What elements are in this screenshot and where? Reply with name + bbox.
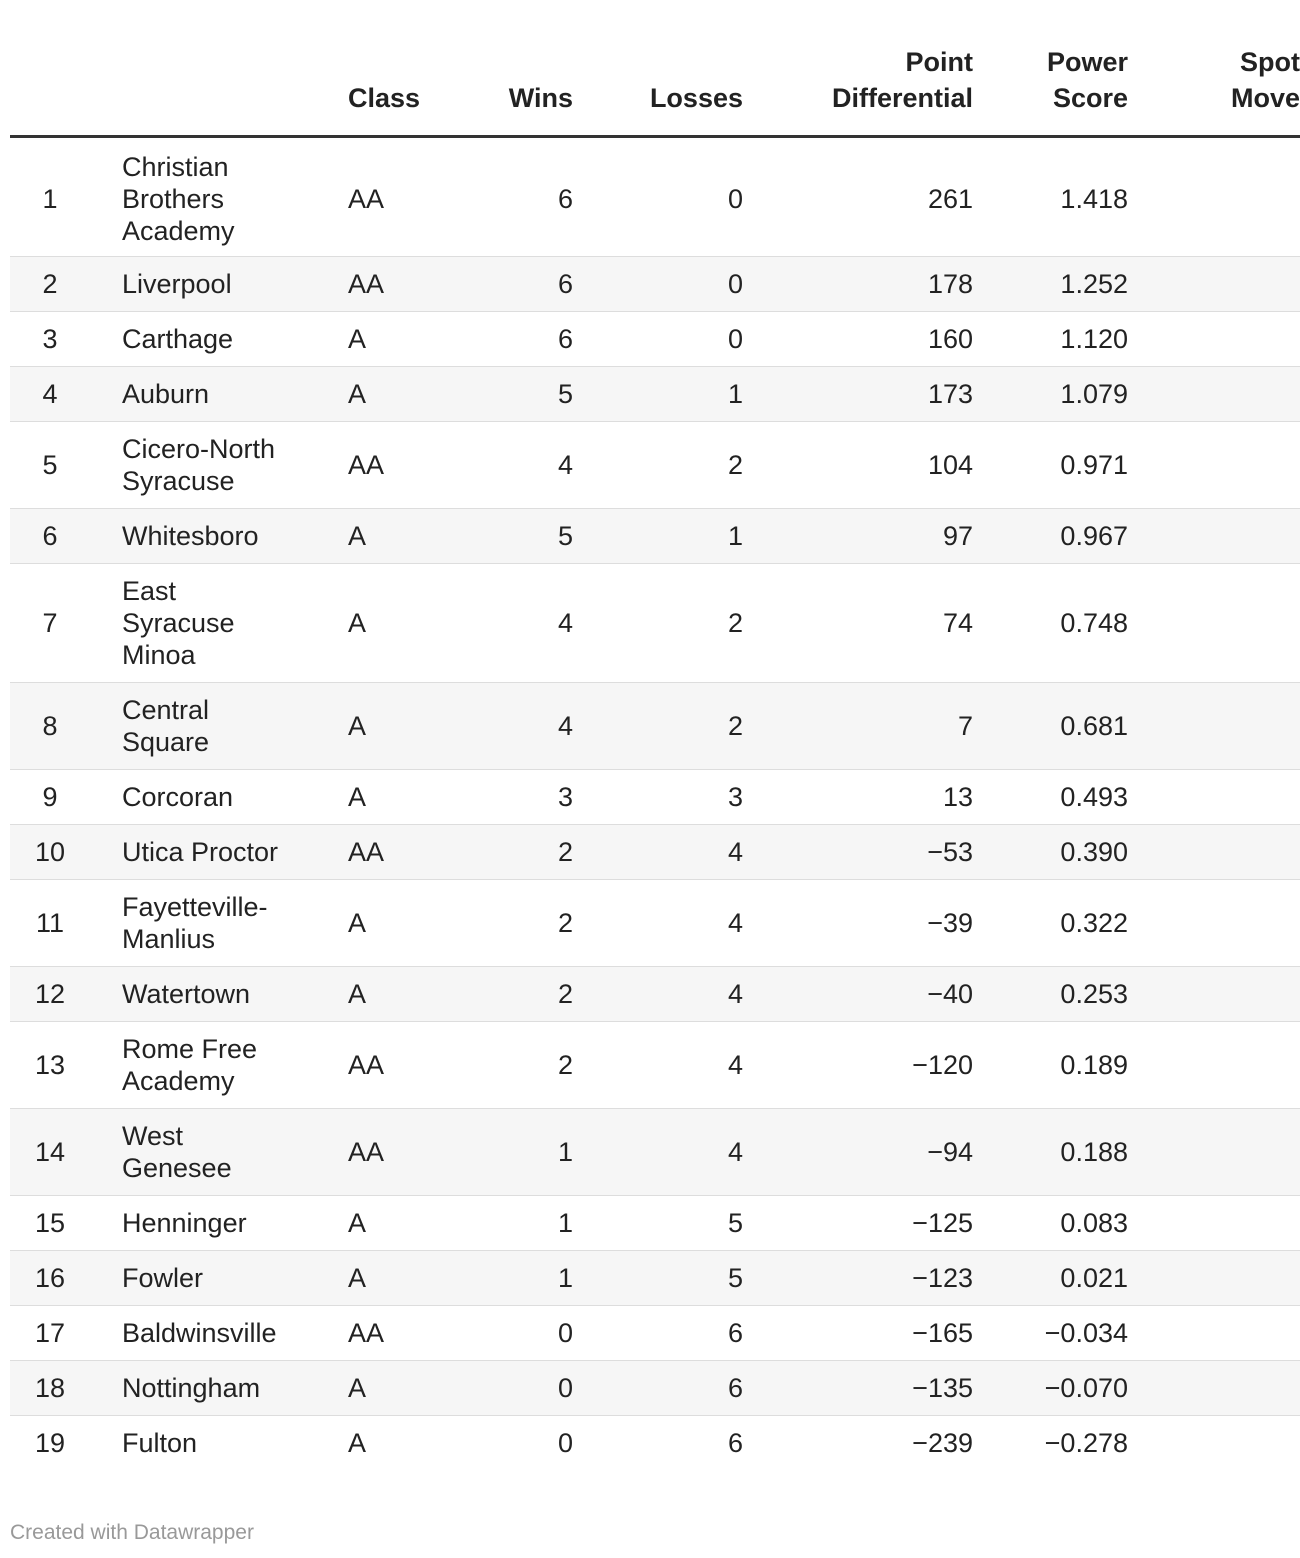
datawrapper-credit[interactable]: Created with Datawrapper bbox=[10, 1521, 254, 1544]
cell-point-differential: −53 bbox=[745, 825, 975, 880]
cell-rank: 13 bbox=[10, 1022, 90, 1109]
cell-rank: 1 bbox=[10, 137, 90, 257]
cell-point-differential: 173 bbox=[745, 367, 975, 422]
header-power-score-line1: Power bbox=[1046, 47, 1128, 77]
cell-class: A bbox=[320, 1196, 450, 1251]
cell-power-score: 0.681 bbox=[975, 683, 1130, 770]
cell-power-score: 0.390 bbox=[975, 825, 1130, 880]
power-rankings-table-wrapper bbox=[10, 0, 1300, 1470]
cell-power-score: 1.079 bbox=[975, 367, 1130, 422]
table-row bbox=[10, 1196, 1300, 1251]
cell-point-differential: 160 bbox=[745, 312, 975, 367]
cell-power-score: −0.070 bbox=[975, 1361, 1130, 1416]
cell-rank: 10 bbox=[10, 825, 90, 880]
cell-losses: 5 bbox=[575, 1251, 745, 1306]
cell-losses: 4 bbox=[575, 1109, 745, 1196]
table-row bbox=[10, 1416, 1300, 1471]
cell-point-differential: 104 bbox=[745, 422, 975, 509]
cell-losses: 4 bbox=[575, 967, 745, 1022]
table-row bbox=[10, 825, 1300, 880]
cell-rank: 18 bbox=[10, 1361, 90, 1416]
table-row bbox=[10, 1306, 1300, 1361]
header-team[interactable] bbox=[90, 0, 320, 137]
header-class[interactable]: Class bbox=[320, 0, 450, 137]
cell-power-score: −0.278 bbox=[1044, 1428, 1128, 1458]
cell-losses: 1 bbox=[575, 367, 745, 422]
cell-point-differential: −39 bbox=[745, 880, 975, 967]
cell-losses: 0 bbox=[575, 312, 745, 367]
cell-class: AA bbox=[320, 257, 450, 312]
table-row bbox=[10, 1361, 1300, 1416]
cell-losses: 6 bbox=[727, 1428, 743, 1458]
header-point-differential[interactable] bbox=[745, 0, 975, 137]
cell-class: AA bbox=[320, 825, 450, 880]
cell-wins: 6 bbox=[450, 137, 575, 257]
cell-class: AA bbox=[320, 1022, 450, 1109]
cell-class: A bbox=[320, 564, 450, 683]
table-row bbox=[10, 1022, 1300, 1109]
table-row bbox=[10, 137, 1300, 257]
cell-point-differential: −135 bbox=[745, 1361, 975, 1416]
cell-spot-move bbox=[1130, 1306, 1300, 1361]
cell-point-differential: −123 bbox=[745, 1251, 975, 1306]
cell-spot-move bbox=[1130, 422, 1300, 509]
cell-rank: 12 bbox=[10, 967, 90, 1022]
cell-rank: 7 bbox=[10, 564, 90, 683]
cell-rank: 3 bbox=[10, 312, 90, 367]
table-row bbox=[10, 509, 1300, 564]
cell-team: Corcoran bbox=[90, 770, 320, 825]
table-row bbox=[10, 770, 1300, 825]
cell-wins: 5 bbox=[450, 367, 575, 422]
cell-class: A bbox=[320, 770, 450, 825]
cell-team: Central Square bbox=[90, 683, 320, 770]
cell-team: Utica Proctor bbox=[90, 825, 320, 880]
cell-class: A bbox=[320, 1251, 450, 1306]
cell-team: Christian Brothers Academy bbox=[90, 137, 320, 257]
cell-wins: 2 bbox=[450, 967, 575, 1022]
header-spot-move-line2: Move bbox=[1230, 83, 1300, 113]
cell-team: Liverpool bbox=[90, 257, 320, 312]
cell-spot-move bbox=[1130, 825, 1300, 880]
cell-team: Whitesboro bbox=[90, 509, 320, 564]
cell-team: Fowler bbox=[90, 1251, 320, 1306]
table-row bbox=[10, 1251, 1300, 1306]
cell-wins: 0 bbox=[450, 1361, 575, 1416]
cell-class: A bbox=[320, 1361, 450, 1416]
cell-team: West Genesee bbox=[90, 1109, 320, 1196]
cell-wins: 2 bbox=[450, 1022, 575, 1109]
cell-rank: 6 bbox=[10, 509, 90, 564]
cell-power-score: 0.189 bbox=[975, 1022, 1130, 1109]
cell-spot-move bbox=[1130, 880, 1300, 967]
header-spot-move[interactable] bbox=[1130, 0, 1300, 137]
cell-team: Watertown bbox=[90, 967, 320, 1022]
header-point-differential-line1: Point bbox=[905, 47, 973, 77]
cell-power-score: 1.120 bbox=[975, 312, 1130, 367]
cell-wins: 6 bbox=[450, 257, 575, 312]
header-losses[interactable]: Losses bbox=[575, 0, 745, 137]
cell-rank: 17 bbox=[10, 1306, 90, 1361]
cell-power-score: 0.493 bbox=[975, 770, 1130, 825]
cell-spot-move bbox=[1130, 564, 1300, 683]
header-rank[interactable] bbox=[10, 0, 90, 137]
cell-losses: 4 bbox=[575, 825, 745, 880]
cell-wins: 2 bbox=[450, 825, 575, 880]
cell-class: AA bbox=[320, 1109, 450, 1196]
cell-wins: 4 bbox=[450, 564, 575, 683]
cell-spot-move bbox=[1130, 1022, 1300, 1109]
cell-team: Cicero-North Syracuse bbox=[90, 422, 320, 509]
cell-spot-move bbox=[1130, 1251, 1300, 1306]
cell-losses: 2 bbox=[575, 683, 745, 770]
table-row bbox=[10, 564, 1300, 683]
cell-power-score: −0.034 bbox=[975, 1306, 1130, 1361]
cell-team: Fayetteville-Manlius bbox=[90, 880, 320, 967]
cell-point-differential: −165 bbox=[745, 1306, 975, 1361]
cell-rank: 19 bbox=[34, 1428, 66, 1458]
cell-class: A bbox=[348, 1428, 367, 1458]
cell-point-differential: 261 bbox=[745, 137, 975, 257]
cell-losses: 2 bbox=[575, 564, 745, 683]
cell-class: A bbox=[320, 367, 450, 422]
cell-spot-move bbox=[1130, 1416, 1300, 1471]
cell-class: A bbox=[320, 509, 450, 564]
cell-spot-move bbox=[1130, 367, 1300, 422]
cell-power-score: 0.021 bbox=[975, 1251, 1130, 1306]
cell-point-differential: −239 bbox=[912, 1428, 973, 1458]
cell-losses: 1 bbox=[575, 509, 745, 564]
cell-rank: 15 bbox=[10, 1196, 90, 1251]
cell-power-score: 0.083 bbox=[975, 1196, 1130, 1251]
table-row bbox=[10, 367, 1300, 422]
cell-class: A bbox=[320, 683, 450, 770]
table-header bbox=[10, 0, 1300, 137]
cell-losses: 0 bbox=[575, 137, 745, 257]
cell-rank: 5 bbox=[10, 422, 90, 509]
header-power-score-line2: Score bbox=[1052, 83, 1128, 113]
cell-wins: 4 bbox=[450, 422, 575, 509]
power-rankings-table bbox=[10, 0, 1300, 1470]
table-body bbox=[10, 137, 1300, 1471]
cell-point-differential: −40 bbox=[745, 967, 975, 1022]
table-row bbox=[10, 257, 1300, 312]
cell-spot-move bbox=[1130, 312, 1300, 367]
cell-losses: 6 bbox=[575, 1361, 745, 1416]
cell-point-differential: −94 bbox=[745, 1109, 975, 1196]
cell-power-score: 1.252 bbox=[975, 257, 1130, 312]
cell-team: Rome Free Academy bbox=[90, 1022, 320, 1109]
cell-spot-move bbox=[1130, 1361, 1300, 1416]
table-row bbox=[10, 422, 1300, 509]
cell-rank: 2 bbox=[10, 257, 90, 312]
cell-class: A bbox=[320, 967, 450, 1022]
cell-losses: 0 bbox=[575, 257, 745, 312]
header-wins[interactable]: Wins bbox=[450, 0, 575, 137]
cell-power-score: 0.971 bbox=[975, 422, 1130, 509]
cell-power-score: 0.748 bbox=[975, 564, 1130, 683]
cell-power-score: 0.188 bbox=[975, 1109, 1130, 1196]
cell-team: Nottingham bbox=[90, 1361, 320, 1416]
cell-spot-move bbox=[1130, 509, 1300, 564]
header-power-score[interactable] bbox=[975, 0, 1130, 137]
cell-point-differential: 74 bbox=[745, 564, 975, 683]
cell-losses: 3 bbox=[575, 770, 745, 825]
cell-rank: 9 bbox=[10, 770, 90, 825]
cell-power-score: 0.967 bbox=[975, 509, 1130, 564]
cell-losses: 6 bbox=[575, 1306, 745, 1361]
table-row bbox=[10, 1109, 1300, 1196]
cell-team: Fulton bbox=[122, 1428, 198, 1458]
cell-wins: 1 bbox=[450, 1251, 575, 1306]
cell-spot-move bbox=[1130, 1196, 1300, 1251]
cell-losses: 5 bbox=[575, 1196, 745, 1251]
cell-class: A bbox=[320, 880, 450, 967]
cell-class: AA bbox=[320, 422, 450, 509]
cell-team: East Syracuse Minoa bbox=[90, 564, 320, 683]
cell-rank: 11 bbox=[10, 880, 90, 967]
cell-wins: 0 bbox=[450, 1306, 575, 1361]
cell-class: AA bbox=[320, 137, 450, 257]
cell-point-differential: −120 bbox=[745, 1022, 975, 1109]
cell-team: Carthage bbox=[90, 312, 320, 367]
cell-power-score: 0.322 bbox=[975, 880, 1130, 967]
cell-spot-move bbox=[1130, 683, 1300, 770]
cell-rank: 8 bbox=[10, 683, 90, 770]
cell-team: Baldwinsville bbox=[90, 1306, 320, 1361]
cell-wins: 5 bbox=[450, 509, 575, 564]
cell-rank: 16 bbox=[10, 1251, 90, 1306]
cell-wins: 2 bbox=[450, 880, 575, 967]
cell-spot-move bbox=[1130, 1109, 1300, 1196]
cell-rank: 14 bbox=[10, 1109, 90, 1196]
cell-power-score: 1.418 bbox=[975, 137, 1130, 257]
cell-spot-move bbox=[1130, 137, 1300, 257]
cell-wins: 1 bbox=[450, 1196, 575, 1251]
cell-losses: 4 bbox=[575, 1022, 745, 1109]
cell-wins: 4 bbox=[450, 683, 575, 770]
cell-spot-move bbox=[1130, 257, 1300, 312]
header-row bbox=[10, 0, 1300, 137]
cell-point-differential: 7 bbox=[745, 683, 975, 770]
cell-spot-move bbox=[1130, 770, 1300, 825]
table-row bbox=[10, 683, 1300, 770]
cell-spot-move bbox=[1130, 967, 1300, 1022]
table-row bbox=[10, 312, 1300, 367]
cell-wins: 3 bbox=[450, 770, 575, 825]
cell-losses: 2 bbox=[575, 422, 745, 509]
cell-point-differential: 178 bbox=[745, 257, 975, 312]
cell-wins: 1 bbox=[450, 1109, 575, 1196]
header-point-differential-line2: Differential bbox=[831, 83, 973, 113]
cell-team: Henninger bbox=[90, 1196, 320, 1251]
cell-rank: 4 bbox=[10, 367, 90, 422]
cell-team: Auburn bbox=[90, 367, 320, 422]
cell-wins: 0 bbox=[557, 1428, 573, 1458]
cell-class: AA bbox=[320, 1306, 450, 1361]
cell-power-score: 0.253 bbox=[975, 967, 1130, 1022]
cell-point-differential: 97 bbox=[745, 509, 975, 564]
cell-wins: 6 bbox=[450, 312, 575, 367]
header-spot-move-line1: Spot bbox=[1240, 47, 1300, 77]
cell-class: A bbox=[320, 312, 450, 367]
cell-point-differential: −125 bbox=[745, 1196, 975, 1251]
table-row bbox=[10, 967, 1300, 1022]
cell-losses: 4 bbox=[575, 880, 745, 967]
cell-point-differential: 13 bbox=[745, 770, 975, 825]
table-row bbox=[10, 880, 1300, 967]
